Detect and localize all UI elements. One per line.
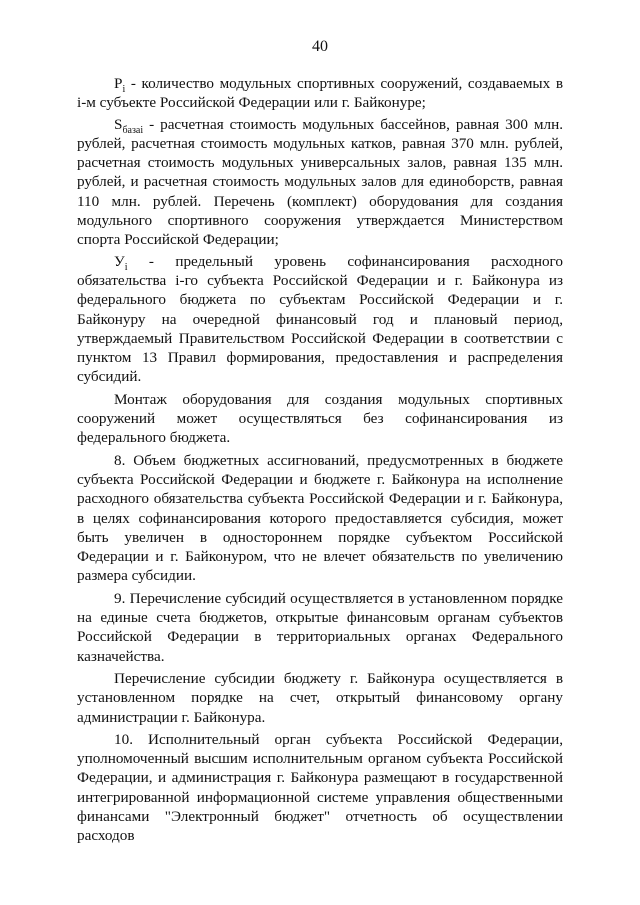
var-subscript: базаi xyxy=(122,124,144,136)
paragraph-text: - количество модульных спортивных сооружений, создаваемых в i-м субъекте Российской Федерации или г. Байконуре; xyxy=(77,75,563,112)
paragraph-installation: Монтаж оборудования для создания модульных спортивных сооружений может осуществляться без софинансирования из федерального бюджета. xyxy=(77,390,563,447)
paragraph-item-10: 10. Исполнительный орган субъекта Российской Федерации, уполномоченный высшим исполнительным органом субъекта Российской Федерации, и администрация г. Байконура размещают в государственной интегрированной информационной системе управления общественными финансами "Электронный бюджет" отчетность об осуществлении расходов xyxy=(77,730,563,845)
var-symbol: S xyxy=(114,115,123,133)
page-number: 40 xyxy=(312,38,328,55)
document-body xyxy=(77,74,563,846)
paragraph-u-variable xyxy=(77,252,563,387)
paragraph-item-8: 8. Объем бюджетных ассигнований, предусмотренных в бюджете субъекта Российской Федерации и бюджете г. Байконура на исполнение расходного обязательства субъекта Российской Федерации и г. Байконура, в целях софинансирования которого предоставляется субсидия, может быть увеличен в одностороннем порядке субъектом Российской Федерации и г. Байконуром, что не влечет обязательств по увеличению размера субсидии. xyxy=(77,451,563,585)
paragraph-text: - расчетная стоимость модульных бассейнов, равная 300 млн. рублей, расчетная стоимость модульных катков, равная 370 млн. рублей, расчетная стоимость модульных универсальных залов, равная 135 млн. рублей, и расчетная стоимость модульных залов для единоборств, равная 110 млн. рублей. Перечень (комплект) оборудования для создания модульного спортивного сооружения утверждается Министерством спорта Российской Федерации; xyxy=(77,115,563,249)
paragraph-s-variable xyxy=(77,115,563,250)
paragraph-baikonur-transfer: Перечисление субсидии бюджету г. Байконура осуществляется в установленном порядке на счет, открытый финансовому органу администрации г. Байконура. xyxy=(77,669,563,726)
var-subscript: i xyxy=(124,261,128,273)
paragraph-text: - предельный уровень софинансирования расходного обязательства i-го субъекта Российской Федерации и г. Байконура из федерального бюджета по субъектам Российской Федерации и г. Байконуру на очередной финансовый год и плановый период, утверждаемый Правительством Российской Федерации в соответствии с пунктом 13 Правил формирования, предоставления и распределения субсидий. xyxy=(77,252,563,386)
paragraph-item-9: 9. Перечисление субсидий осуществляется в установленном порядке на единые счета бюджетов, открытые финансовым органам субъектов Российской Федерации в территориальных органах Федерального казначейства. xyxy=(77,589,563,665)
var-symbol: У xyxy=(114,252,125,270)
paragraph-p-variable xyxy=(77,74,563,113)
var-subscript: i xyxy=(122,84,126,95)
var-symbol: P xyxy=(114,75,123,92)
